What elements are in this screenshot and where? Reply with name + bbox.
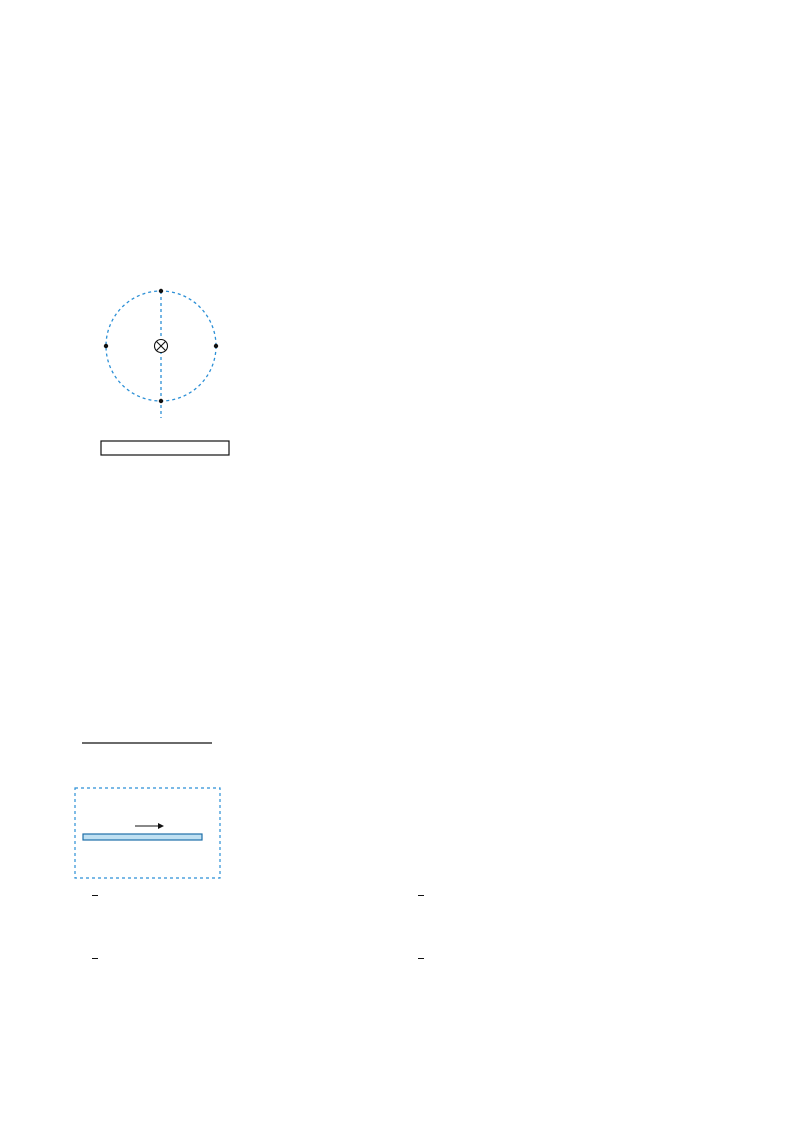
point-a <box>159 399 163 403</box>
q5-option-b-numerator <box>418 893 424 896</box>
q4-figure <box>80 268 250 478</box>
q5-option-b <box>418 893 424 898</box>
solenoid-core <box>101 441 229 455</box>
q5-option-c-numerator <box>92 956 98 959</box>
wire-m-into-page <box>155 340 168 353</box>
q5-option-a-numerator <box>92 893 98 896</box>
q5-option-c <box>92 956 98 961</box>
q5-option-a <box>92 893 98 898</box>
point-c <box>159 289 163 293</box>
current-arrow-head <box>158 823 164 829</box>
field-region <box>75 788 220 878</box>
q5-figure <box>72 735 232 885</box>
q5-option-d <box>418 956 424 961</box>
q5-option-d-numerator <box>418 956 424 959</box>
copper-rod <box>83 834 202 840</box>
point-d <box>214 344 218 348</box>
point-b <box>104 344 108 348</box>
